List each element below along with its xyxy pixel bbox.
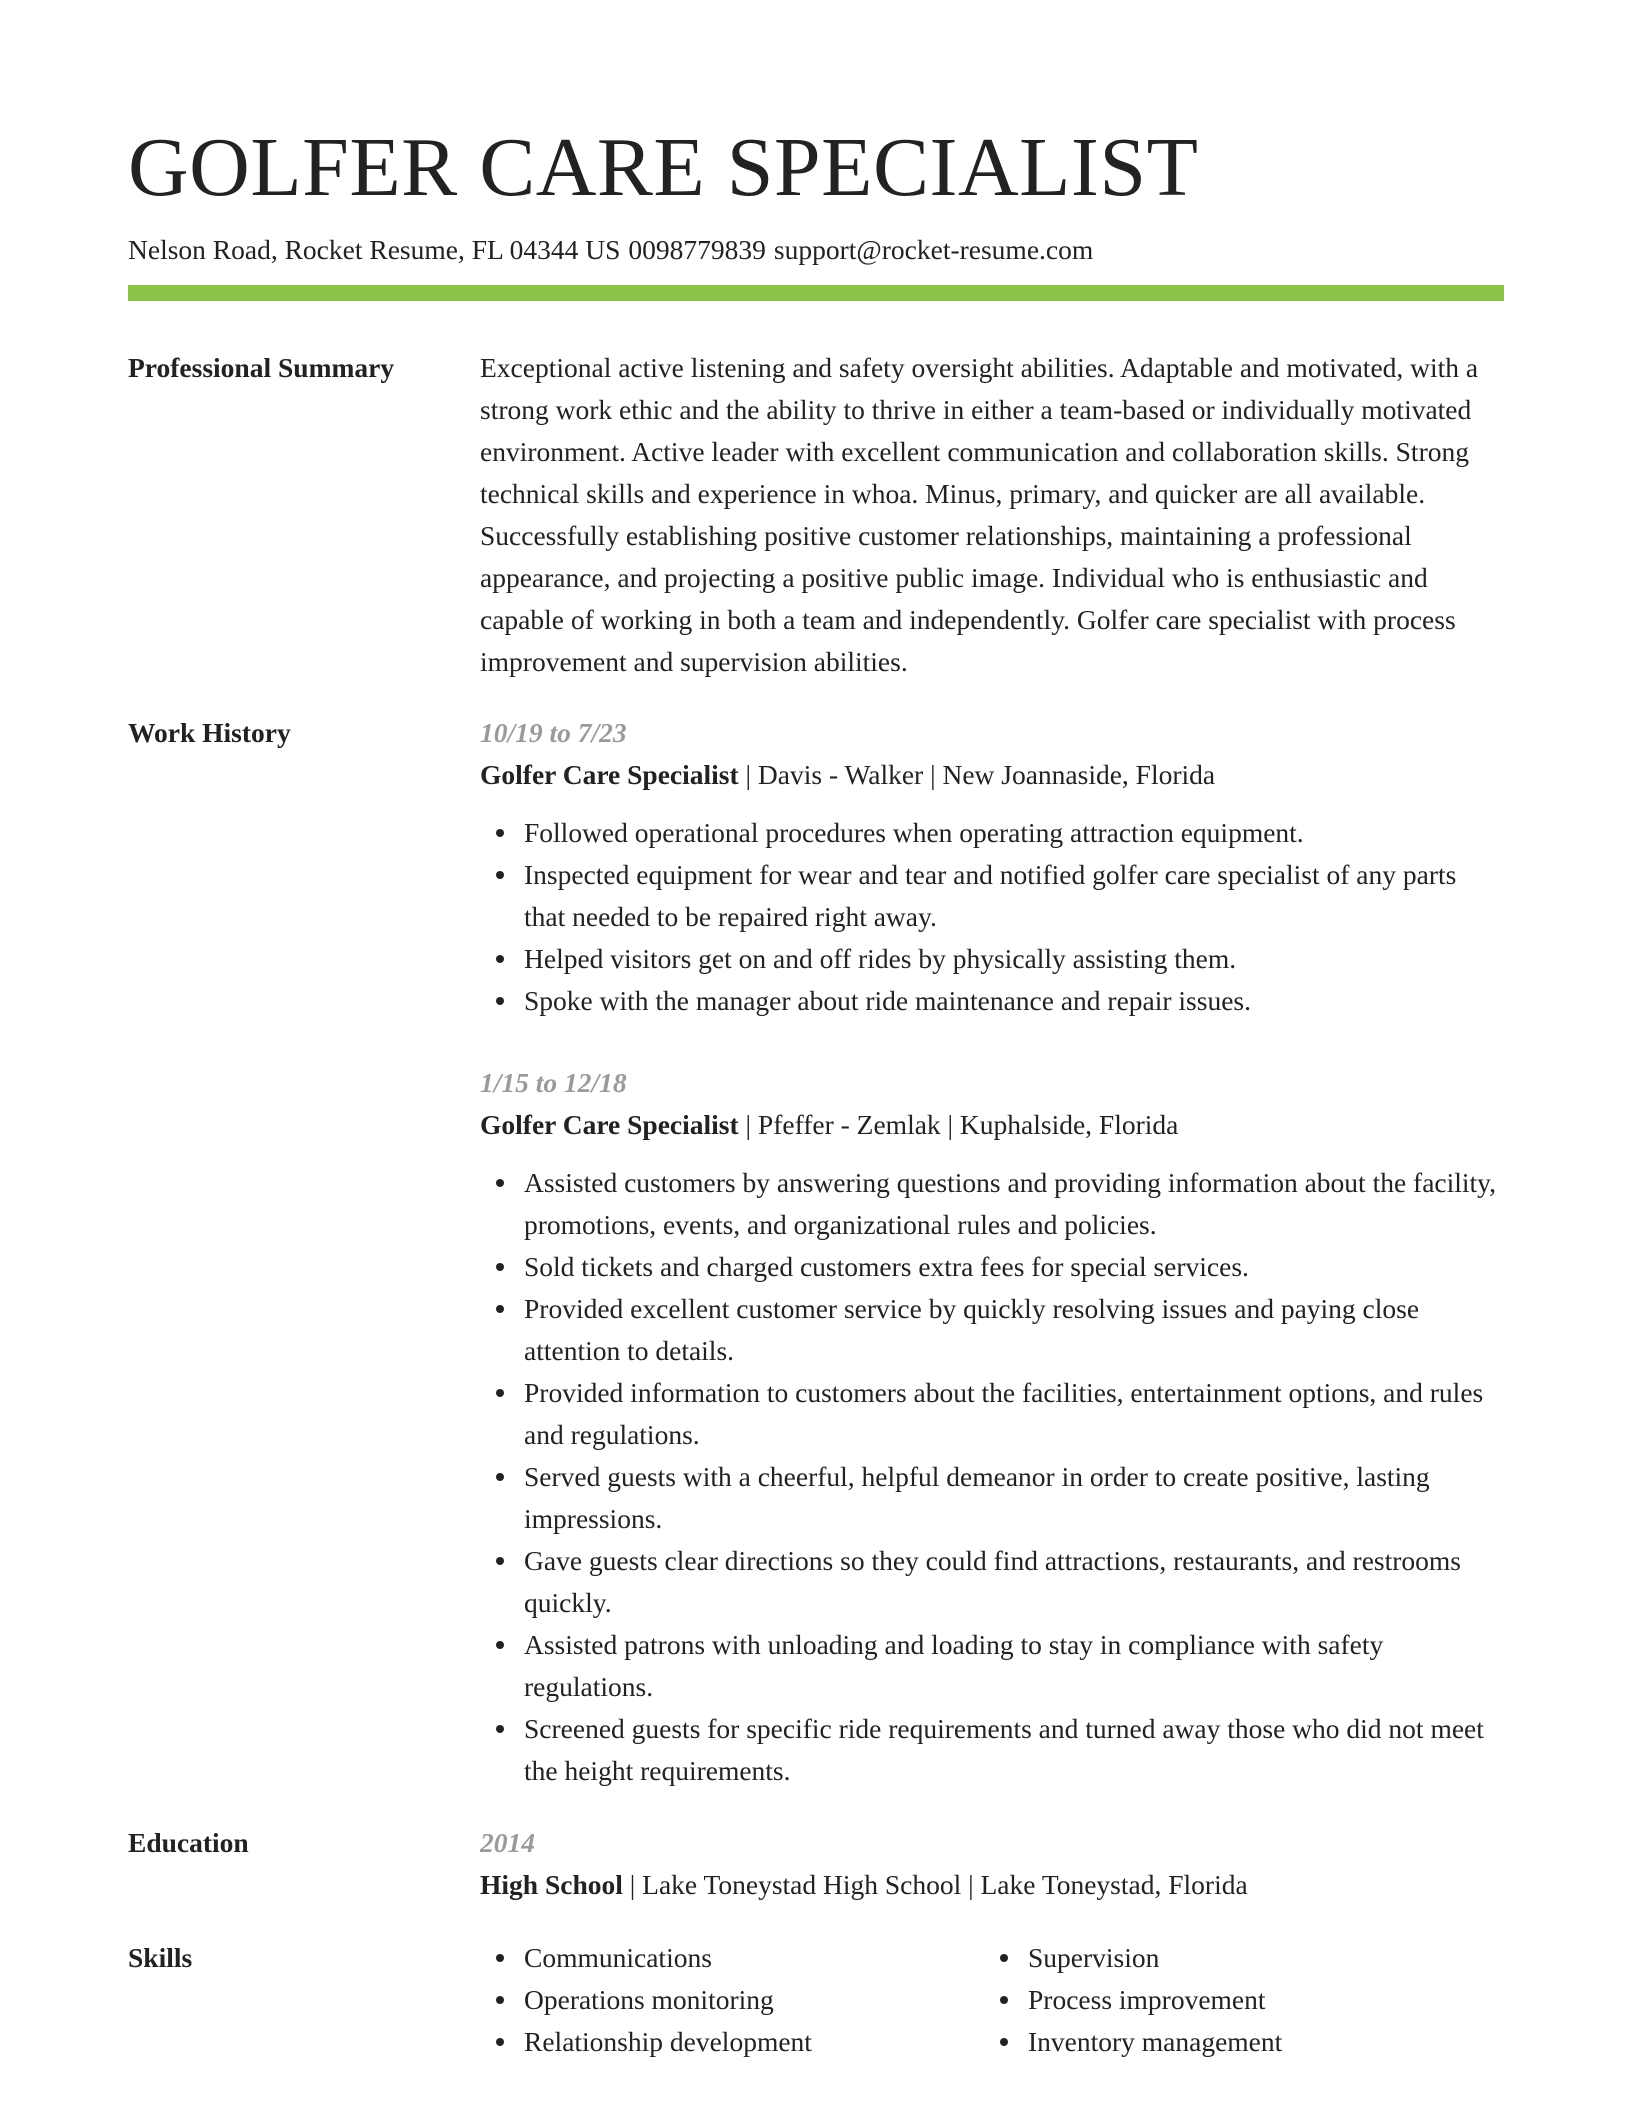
list-item: Sold tickets and charged customers extra fees for special services.	[524, 1246, 1504, 1288]
skill-item: Supervision	[1028, 1937, 1504, 1979]
job-details: | Davis - Walker | New Joannaside, Florida	[738, 759, 1216, 790]
contact-address: Nelson Road, Rocket Resume, FL 04344 US	[128, 234, 621, 265]
job-bullets	[480, 812, 1504, 1022]
job-entry	[480, 1062, 1504, 1792]
education-body	[480, 1822, 1504, 1906]
job-heading	[480, 754, 1504, 796]
list-item: Followed operational procedures when operating attraction equipment.	[524, 812, 1504, 854]
list-item: Served guests with a cheerful, helpful demeanor in order to create positive, lasting impressions.	[524, 1456, 1504, 1540]
skill-item: Communications	[524, 1937, 984, 1979]
skills-label: Skills	[128, 1942, 193, 1973]
education-date: 2014	[480, 1827, 535, 1858]
job-title: Golfer Care Specialist	[480, 759, 739, 790]
skill-item: Process improvement	[1028, 1979, 1504, 2021]
summary-body	[480, 347, 1504, 683]
job-entry	[480, 712, 1504, 1022]
summary-label: Professional Summary	[128, 352, 395, 383]
work-history-body	[480, 712, 1504, 1792]
work-history-label: Work History	[128, 717, 291, 748]
contact-email: support@rocket-resume.com	[773, 234, 1094, 265]
list-item: Provided excellent customer service by quickly resolving issues and paying close attention to details.	[524, 1288, 1504, 1372]
job-date: 1/15 to 12/18	[480, 1067, 627, 1098]
list-item: Screened guests for specific ride requirements and turned away those who did not meet the height requirements.	[524, 1708, 1504, 1792]
job-bullets	[480, 1162, 1504, 1792]
skill-item: Inventory management	[1028, 2021, 1504, 2063]
skills-body	[480, 1937, 1504, 2063]
education-details: | Lake Toneystad High School | Lake Toneystad, Florida	[622, 1869, 1248, 1900]
job-heading	[480, 1104, 1504, 1146]
education-degree: High School	[480, 1869, 623, 1900]
skills-columns	[480, 1937, 1504, 2063]
skills-list-right	[984, 1937, 1504, 2063]
skills-column-right	[984, 1937, 1504, 2063]
list-item: Assisted customers by answering questions and providing information about the facility, promotions, events, and organizational rules and policies.	[524, 1162, 1504, 1246]
job-details: | Pfeffer - Zemlak | Kuphalside, Florida	[738, 1109, 1179, 1140]
list-item: Helped visitors get on and off rides by physically assisting them.	[524, 938, 1504, 980]
header-divider	[128, 285, 1504, 301]
contact-line	[128, 230, 1101, 270]
skills-column-left	[480, 1937, 984, 2063]
list-item: Assisted patrons with unloading and loading to stay in compliance with safety regulations.	[524, 1624, 1504, 1708]
education-label: Education	[128, 1827, 249, 1858]
education-heading	[480, 1864, 1504, 1906]
resume-name-heading: GOLFER CARE SPECIALIST	[128, 121, 1199, 214]
job-date: 10/19 to 7/23	[480, 717, 627, 748]
job-title: Golfer Care Specialist	[480, 1109, 739, 1140]
list-item: Spoke with the manager about ride maintenance and repair issues.	[524, 980, 1504, 1022]
skills-list-left	[480, 1937, 984, 2063]
list-item: Inspected equipment for wear and tear and notified golfer care specialist of any parts that needed to be repaired right away.	[524, 854, 1504, 938]
skill-item: Operations monitoring	[524, 1979, 984, 2021]
summary-text: Exceptional active listening and safety oversight abilities. Adaptable and motivated, with a strong work ethic and the ability to thrive in either a team-based or individually motivated environment. Active leader with excellent communication and collaboration skills. Strong technical skills and experience in whoa. Minus, primary, and quicker are all available. Successfully establishing positive customer relationships, maintaining a professional appearance, and projecting a positive public image. Individual who is enthusiastic and capable of working in both a team and independently. Golfer care specialist with process improvement and supervision abilities.	[480, 352, 1479, 677]
list-item: Provided information to customers about the facilities, entertainment options, and rules and regulations.	[524, 1372, 1504, 1456]
contact-phone: 0098779839	[628, 234, 766, 265]
skill-item: Relationship development	[524, 2021, 984, 2063]
list-item: Gave guests clear directions so they could find attractions, restaurants, and restrooms quickly.	[524, 1540, 1504, 1624]
